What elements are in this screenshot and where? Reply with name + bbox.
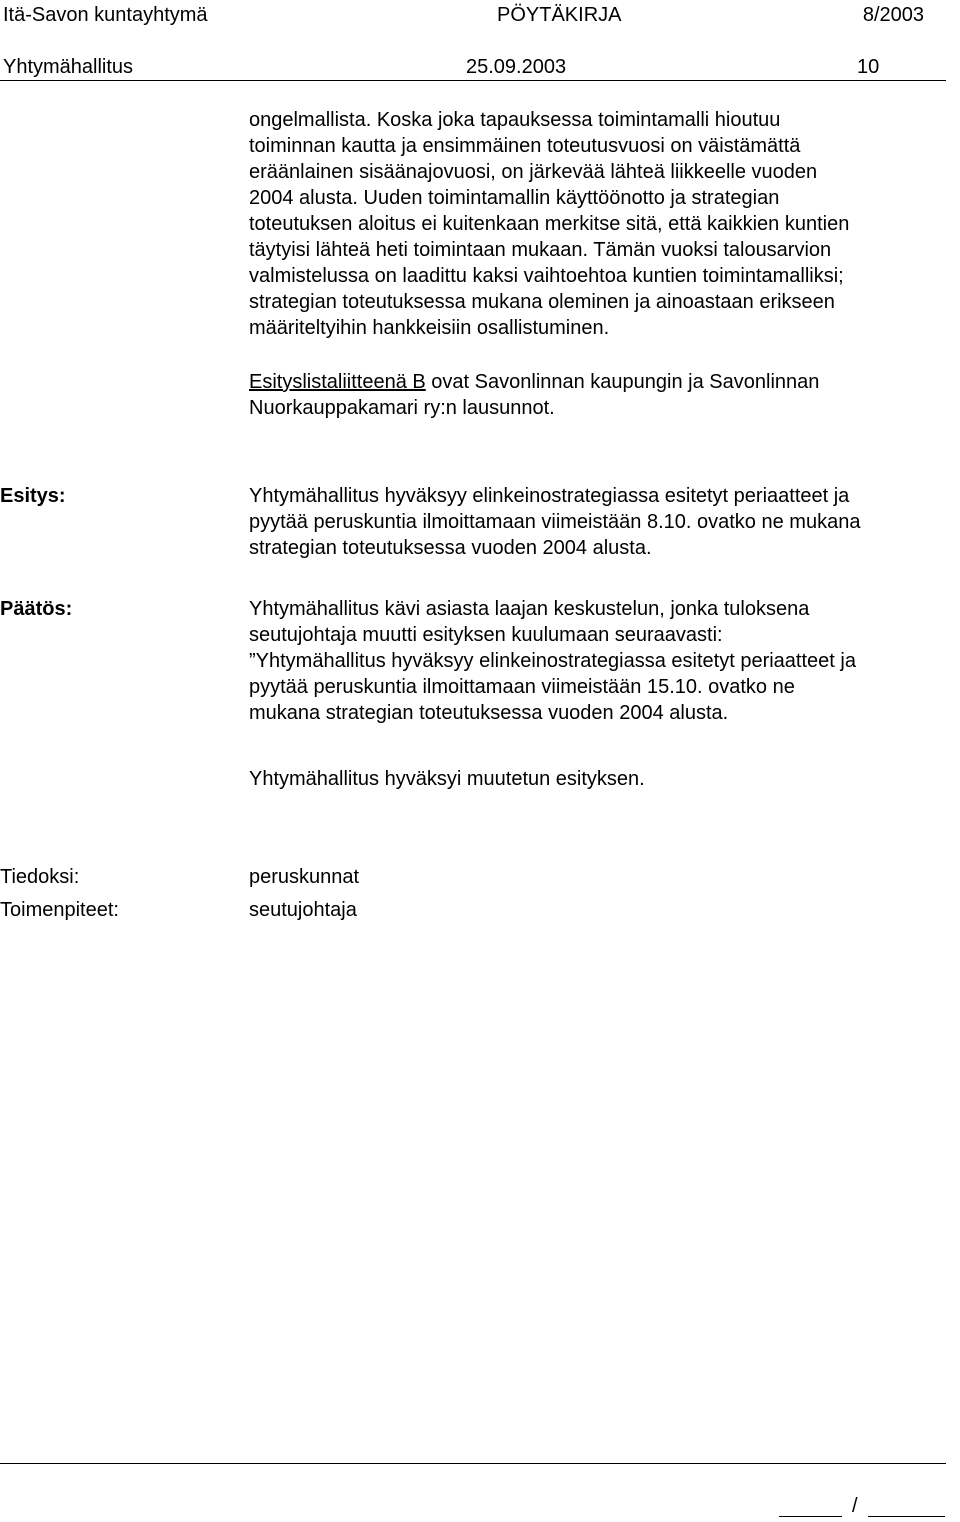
paatos-line: ”Yhtymähallitus hyväksyy elinkeinostrategiassa esitetyt periaatteet ja	[249, 650, 856, 672]
esitys-line: Yhtymähallitus hyväksyy elinkeinostrategiassa esitetyt periaatteet ja	[249, 485, 850, 507]
organization-name: Itä-Savon kuntayhtymä	[3, 4, 208, 26]
signature-line-left	[779, 1516, 842, 1517]
paragraph-line: määriteltyihin hankkeisiin osallistuminen.	[249, 317, 610, 339]
tiedoksi-value: peruskunnat	[249, 866, 360, 888]
signature-line-right	[868, 1516, 945, 1517]
paatos-line: pyytää peruskuntia ilmoittamaan viimeistään 15.10. ovatko ne	[249, 676, 795, 698]
paatos-line: seutujohtaja muutti esityksen kuulumaan seuraavasti:	[249, 624, 723, 646]
page-number: 10	[857, 56, 880, 78]
paragraph-line: eräänlainen sisäänajovuosi, on järkevää lähteä liikkeelle vuoden	[249, 161, 818, 183]
paragraph-line: Nuorkauppakamari ry:n lausunnot.	[249, 397, 555, 419]
attachment-link[interactable]: Esityslistaliitteenä B	[249, 371, 426, 393]
document-type: PÖYTÄKIRJA	[497, 4, 622, 26]
document-number: 8/2003	[862, 4, 924, 26]
paragraph-line: strategian toteutuksessa mukana oleminen ja ainoastaan erikseen	[249, 291, 835, 313]
esitys-line: pyytää peruskuntia ilmoittamaan viimeistään 8.10. ovatko ne mukana	[249, 511, 861, 533]
tiedoksi-label: Tiedoksi:	[0, 866, 80, 888]
attachment-text: ovat Savonlinnan kaupungin ja Savonlinnan	[425, 371, 820, 393]
meeting-date: 25.09.2003	[466, 56, 567, 78]
esitys-line: strategian toteutuksessa vuoden 2004 alusta.	[249, 537, 652, 559]
paatos-line: Yhtymähallitus kävi asiasta laajan keskustelun, jonka tuloksena	[249, 598, 810, 620]
paragraph-line: toiminnan kautta ja ensimmäinen toteutusvuosi on väistämättä	[249, 135, 801, 157]
paragraph-line: toteutuksen aloitus ei kuitenkaan merkitse sitä, että kaikkien kuntien	[249, 213, 850, 235]
paatos-line: mukana strategian toteutuksessa vuoden 2004 alusta.	[249, 702, 729, 724]
header-rule	[0, 80, 946, 81]
paragraph-line: valmistelussa on laadittu kaksi vaihtoehtoa kuntien toimintamalliksi;	[249, 265, 844, 287]
toimenpiteet-value: seutujohtaja	[249, 899, 357, 921]
footer-rule	[0, 1463, 946, 1464]
body-name: Yhtymähallitus	[3, 56, 134, 78]
paatos-final: Yhtymähallitus hyväksyi muutetun esityksen.	[249, 768, 645, 790]
toimenpiteet-label: Toimenpiteet:	[0, 899, 119, 921]
paatos-label: Päätös:	[0, 598, 73, 620]
attachment-reference	[249, 369, 819, 395]
paragraph-line: 2004 alusta. Uuden toimintamallin käyttöönotto ja strategian	[249, 187, 780, 209]
signature-separator: /	[852, 1495, 858, 1517]
paragraph-line: ongelmallista. Koska joka tapauksessa toimintamalli hioutuu	[249, 109, 781, 131]
esitys-label: Esitys:	[0, 485, 66, 507]
paragraph-line: täytyisi lähteä heti toimintaan mukaan. Tämän vuoksi talousarvion	[249, 239, 832, 261]
